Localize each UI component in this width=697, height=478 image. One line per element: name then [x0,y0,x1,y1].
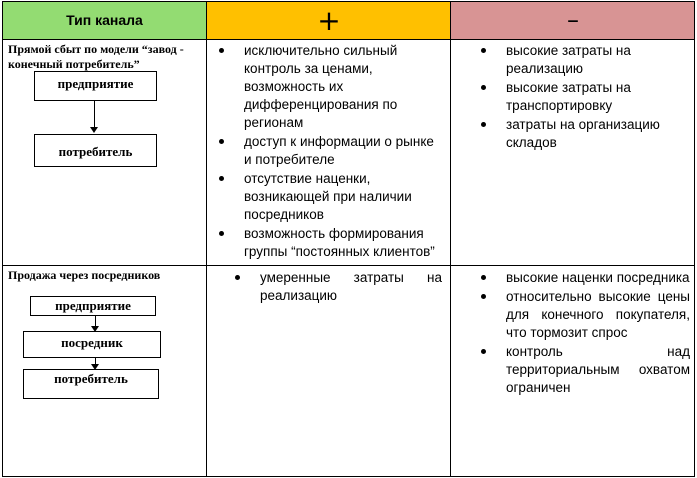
row1-box-enterprise [34,71,157,101]
bullet-icon [235,275,240,280]
row2-box-consumer [23,369,159,399]
row2-box-intermediary-label: посредник [61,335,123,350]
list-item: относительно высокие цены для конечного покупателя, что тормозит спрос [506,288,690,342]
bullet-icon [481,349,486,354]
list-item: отсутствие наценки, возникающей при наличии посредников [244,170,442,224]
list-item: высокие затраты на транспортировку [506,79,686,115]
header-channel-type-label: Тип канала [66,12,143,28]
header-advantages [207,1,451,39]
row2-box-intermediary [23,331,161,358]
row1-box-consumer-label: потребитель [58,144,133,159]
bullet-icon [219,231,224,236]
border-top [2,1,695,2]
list-item: доступ к информации о рынке и потребителе [244,133,442,169]
bullet-icon [219,48,224,53]
row2-title: Продажа через посредников [8,268,161,282]
bullet-icon [481,294,486,299]
border-header-bottom [2,39,695,40]
row1-box-enterprise-label: предприятие [57,76,134,91]
border-right [694,1,695,477]
row1-disadvantages-list [506,42,686,153]
row1-title: Прямой сбыт по модели “завод - конечный потребитель” [8,42,184,71]
header-disadvantages [451,1,695,39]
border-bottom [2,476,695,477]
list-item: контроль над территориальным охватом ограничен [506,343,690,397]
header-channel-type [2,1,207,39]
row2-box-enterprise-label: предприятие [55,298,131,313]
list-item: затраты на организацию складов [506,116,686,152]
list-item: высокие наценки посредника [506,269,690,287]
minus-sign: – [567,6,579,34]
row2-advantages-list [260,269,442,306]
border-col-2 [450,1,451,477]
border-row-divider [2,265,695,266]
row2-disadvantages-list [506,269,690,398]
bullet-icon [481,122,486,127]
list-item: исключительно сильный контроль за ценами, возможность их дифференцирования по регионам [244,42,442,132]
list-item: умеренные затраты на реализацию [260,269,442,305]
row1-arrow-line [94,101,95,127]
row1-box-consumer [34,134,157,167]
plus-sign: + [317,4,341,37]
list-item: высокие затраты на реализацию [506,42,686,78]
bullet-icon [481,275,486,280]
row1-advantages-list [244,42,442,262]
border-left [2,1,3,477]
bullet-icon [219,139,224,144]
row1-arrow-head [90,127,98,133]
row2-box-enterprise [30,296,156,316]
border-col-1 [206,1,207,477]
channel-comparison-table [2,1,695,477]
bullet-icon [481,85,486,90]
bullet-icon [219,176,224,181]
list-item: возможность формирования группы “постоянных клиентов” [244,225,442,261]
bullet-icon [481,48,486,53]
row2-box-consumer-label: потребитель [54,371,128,386]
